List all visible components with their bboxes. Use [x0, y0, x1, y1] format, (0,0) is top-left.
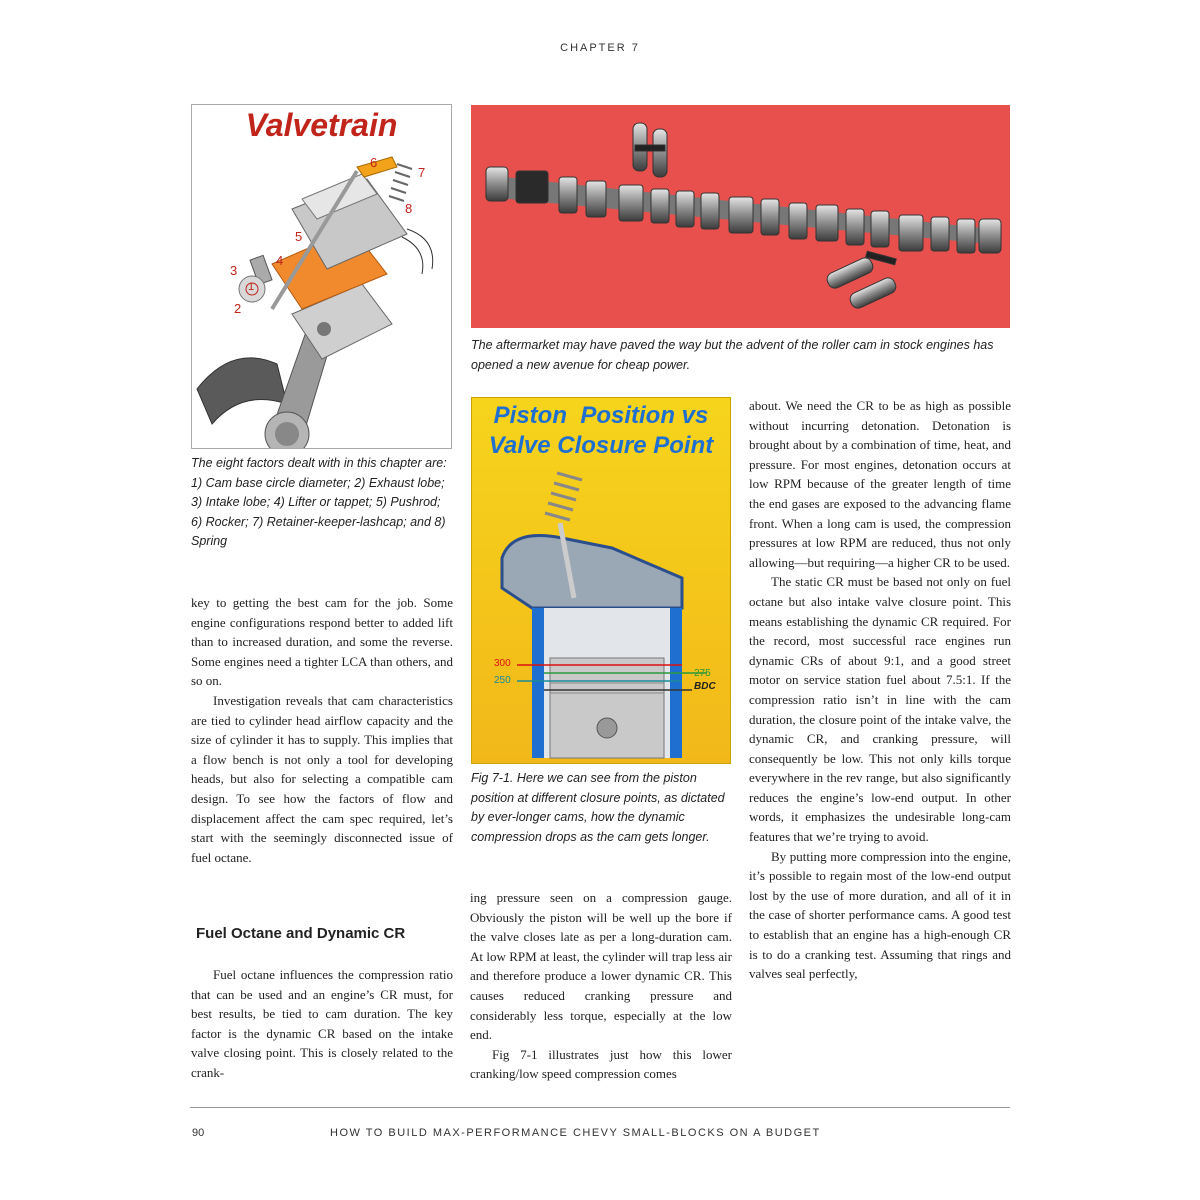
callout-3: 3	[230, 263, 238, 278]
callout-8: 8	[405, 201, 413, 216]
col2-paragraph-1: ing pressure seen on a compression gauge. Obviously the piston will be well up the bore if the valve closes late as per a long-duration cam. At low RPM at least, the cylinder will trap less air and therefore produce a lower dynamic CR. This causes reduced cranking pressure and considerably less torque, especially at the low end.	[470, 890, 732, 1043]
column-1-continued	[191, 965, 453, 1083]
col2-paragraph-2: Fig 7-1 illustrates just how this lower cranking/low speed compression comes	[470, 1046, 732, 1082]
camshaft-caption: The aftermarket may have paved the way but the advent of the roller cam in stock engines has opened a new avenue for cheap power.	[471, 338, 994, 372]
camshaft-illustration	[471, 105, 1010, 328]
label-275: 275	[694, 668, 711, 679]
footer-rule	[190, 1107, 1010, 1108]
book-title: HOW TO BUILD MAX-PERFORMANCE CHEVY SMALL-BLOCKS ON A BUDGET	[330, 1127, 821, 1139]
column-1	[191, 593, 453, 867]
piston-position-figure	[471, 397, 731, 764]
col3-paragraph-2: The static CR must be based not only on fuel octane but also intake valve closure point. This means establishing the dynamic CR required. For the record, most successful race engines run dynamic CRs of about 9:1, and a good street motor on service station fuel about 7.5:1. If the compression ratio isn’t in line with the cam duration, the closure point of the intake valve, the dynamic CR, and cranking pressure, will consequently be low. This not only kills torque everywhere in the rev range, but also significantly reduces the engine’s low-end output. In other words, it emphasizes the undesirable long-cam features that we’re trying to avoid.	[749, 574, 1011, 845]
callout-4: 4	[276, 253, 284, 268]
valvetrain-caption: The eight factors dealt with in this chapter are: 1) Cam base circle diameter; 2) Exhaust lobe; 3) Intake lobe; 4) Lifter or tappet; 5) Pushrod; 6) Rocker; 7) Retainer-keeper-lashcap; and 8) Spring	[191, 456, 447, 548]
label-300: 300	[494, 658, 511, 669]
col3-paragraph-3: By putting more compression into the engine, it’s possible to regain most of the low-end output lost by the use of more duration, and all of it in the case of shorter performance cams. A good test to establish that an engine has a high-enough CR is to do a cranking test. Assuming that rings and valves seal perfectly,	[749, 848, 1011, 982]
valvetrain-figure	[191, 104, 452, 449]
col1-paragraph-2: Investigation reveals that cam characteristics are tied to cylinder head airflow capacity and the size of cylinder it has to supply. This implies that a flow bench is not only a tool for developing heads, but also for selecting a compatible cam design. To see how the factors of flow and displacement affect the cam spec required, let’s start with the seemingly disconnected issue of fuel octane.	[191, 692, 453, 865]
col3-paragraph-1: about. We need the CR to be as high as possible without incurring detonation. Detonation is brought about by a combination of time, heat, and pressure. For most engines, detonation occurs at low RPM because of the greater length of time the end gases are exposed to the advancing flame front. When a long cam is used, the compression pressures at low RPM are reduced, thus not only allowing—but requiring—a higher CR to be used.	[749, 398, 1011, 570]
col1-paragraph-3: Fuel octane influences the compression ratio that can be used and an engine’s CR must, for best results, be tied to cam duration. The key factor is the dynamic CR based on the intake valve closing point. This is closely related to the crank-	[191, 967, 453, 1080]
callout-5: 5	[295, 229, 303, 244]
chapter-header: CHAPTER 7	[560, 42, 640, 54]
valvetrain-illustration	[192, 149, 451, 449]
piston-title-line1: Piston Position vs	[493, 402, 709, 429]
fig-7-1-caption: Fig 7-1. Here we can see from the piston position at different closure points, as dictated by ever-longer cams, how the dynamic compression drops as the cam gets longer.	[471, 771, 725, 844]
section-heading-fuel-octane: Fuel Octane and Dynamic CR	[196, 925, 406, 942]
valvetrain-title: Valvetrain	[245, 107, 398, 143]
callout-1: 1	[248, 281, 255, 293]
column-2	[470, 888, 732, 1084]
callout-2: 2	[234, 301, 242, 316]
label-bdc: BDC	[694, 681, 716, 692]
piston-title-line2: Valve Closure Point	[488, 432, 714, 459]
label-250: 250	[494, 675, 511, 686]
col1-paragraph-1: key to getting the best cam for the job. Some engine configurations respond better to added lift than to increased duration, and some the reverse. Some engines need a tighter LCA than others, and so on.	[191, 595, 453, 689]
piston-diagram	[472, 468, 730, 763]
column-3	[749, 396, 1011, 984]
callout-7: 7	[418, 165, 426, 180]
camshaft-photo	[471, 105, 1010, 328]
callout-6: 6	[370, 155, 378, 170]
page-number: 90	[192, 1127, 205, 1139]
